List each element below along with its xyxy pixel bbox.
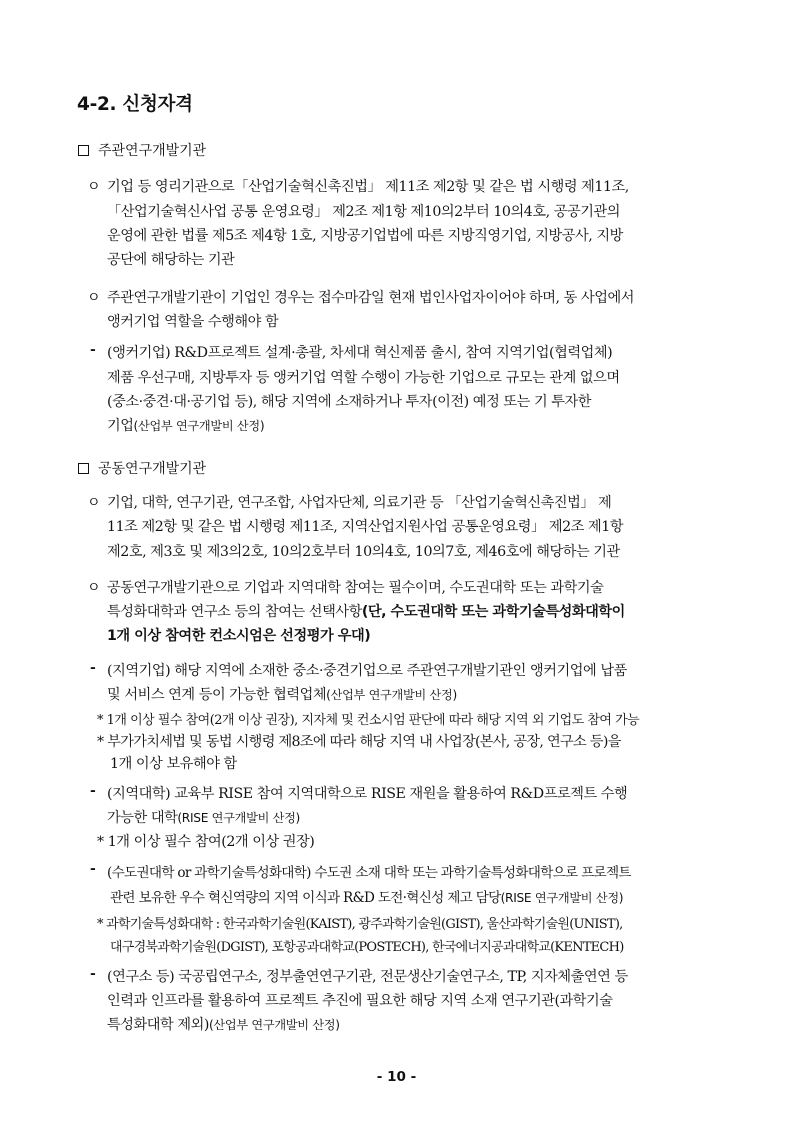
checkbox-square-icon xyxy=(78,463,89,474)
text-emphasis: (단, 수도권대학 또는 과학기술특성화대학이 xyxy=(361,604,625,620)
text-line: (수도권대학 or 과학기술특성화대학) 수도권 소재 대학 또는 과학기술특성화대학으로 프로젝트 xyxy=(107,865,631,881)
text-line xyxy=(107,684,457,704)
text-main: 관련 보유한 우수 혁신역량의 지역 이식과 R&D 도전·혁신성 제고 담당 xyxy=(110,890,501,906)
text-main: 가능한 대학 xyxy=(107,810,178,826)
subsection-heading-text: 공동연구개발기관 xyxy=(98,461,207,477)
footnote-line: * 1개 이상 필수 참여(2개 이상 권장) xyxy=(97,834,315,850)
text-line: (앵커기업) R&D프로젝트 설계·총괄, 차세대 혁신제품 출시, 참여 지역기업(협력업체) xyxy=(107,345,613,361)
text-line xyxy=(107,601,625,621)
footnote-line: 1개 이상 보유해야 함 xyxy=(110,756,237,772)
budget-note: (산업부 연구개발비 산정) xyxy=(133,419,265,433)
bullet-marker: ㅇ xyxy=(87,495,101,511)
text-line xyxy=(107,807,300,827)
dash-marker: - xyxy=(90,966,96,982)
text-line: 운영에 관한 법률 제5조 제4항 1호, 지방공기업법에 따른 지방직영기업, 지방공사, 지방 xyxy=(107,228,623,244)
text-line: (중소·중견·대·공기업 등), 해당 지역에 소재하거나 투자(이전) 예정 또는 기 투자한 xyxy=(107,394,592,410)
text-line: 기업, 대학, 연구기관, 연구조합, 사업자단체, 의료기관 등 「산업기술혁신촉진법」 제 xyxy=(107,495,612,511)
text-line: 제2호, 제3호 및 제3의2호, 10의2호부터 10의4호, 10의7호, 제46호에 해당하는 기관 xyxy=(107,544,620,560)
budget-note: (RISE 연구개발비 산정) xyxy=(177,811,301,825)
text-main: 특성화대학 제외) xyxy=(107,1017,209,1033)
bullet-marker: ㅇ xyxy=(87,580,101,596)
text-line: 11조 제2항 및 같은 법 시행령 제11조, 지역산업지원사업 공통운영요령」 제2조 제1항 xyxy=(107,519,624,535)
text-line xyxy=(110,886,623,906)
text-line: (지역대학) 교육부 RISE 참여 지역대학으로 RISE 재원을 활용하여 R&D프로젝트 수행 xyxy=(107,786,628,802)
dash-marker: - xyxy=(90,660,96,676)
subsection-heading-lead xyxy=(78,140,206,160)
text-line xyxy=(107,415,264,435)
dash-marker: - xyxy=(90,342,96,358)
text-line: 「산업기술혁신사업 공통 운영요령」 제2조 제1항 제10의2부터 10의4호, 공공기관의 xyxy=(107,204,620,220)
dash-marker: - xyxy=(90,783,96,799)
text-line: 주관연구개발기관이 기업인 경우는 접수마감일 현재 법인사업자이어야 하며, 동 사업에서 xyxy=(107,290,634,306)
text-line: 앵커기업 역할을 수행해야 함 xyxy=(107,314,279,330)
text-line: 제품 우선구매, 지방투자 등 앵커기업 역할 수행이 가능한 기업으로 규모는 관계 없으며 xyxy=(107,370,620,386)
page-number: - 10 - xyxy=(376,1069,417,1085)
text-line: (지역기업) 해당 지역에 소재한 중소·중견기업으로 주관연구개발기관인 앵커기업에 납품 xyxy=(107,663,627,679)
subsection-heading-joint xyxy=(78,458,206,478)
footnote-line: * 1개 이상 필수 참여(2개 이상 권장), 지자체 및 컨소시엄 판단에 따라 해당 지역 외 기업도 참여 가능 xyxy=(97,713,640,728)
text-main: 기업 xyxy=(107,418,134,434)
text-main: 특성화대학과 연구소 등의 참여는 선택사항 xyxy=(107,604,362,620)
budget-note: (산업부 연구개발비 산정) xyxy=(326,688,457,702)
text-line: 공동연구개발기관으로 기업과 지역대학 참여는 필수이며, 수도권대학 또는 과학기술 xyxy=(107,580,604,596)
section-title: 4-2. 신청자격 xyxy=(77,94,193,115)
dash-marker: - xyxy=(90,861,96,877)
text-line: 공단에 해당하는 기관 xyxy=(107,252,235,268)
budget-note: (RISE 연구개발비 산정) xyxy=(500,891,624,905)
text-main: 및 서비스 연계 등이 가능한 협력업체 xyxy=(107,687,327,703)
text-line: (연구소 등) 국공립연구소, 정부출연연구기관, 전문생산기술연구소, TP, 지자체출연연 등 xyxy=(107,969,628,985)
text-line: 인력과 인프라를 활용하여 프로젝트 추진에 필요한 해당 지역 소재 연구기관(과학기술 xyxy=(107,993,613,1009)
footnote-line: 대구경북과학기술원(DGIST), 포항공과대학교(POSTECH), 한국에너지공과대학교(KENTECH) xyxy=(110,940,624,955)
text-emphasis: 1개 이상 참여한 컨소시엄은 선정평가 우대) xyxy=(107,628,371,644)
bullet-marker: ㅇ xyxy=(87,290,101,306)
footnote-line: * 부가가치세법 및 동법 시행령 제8조에 따라 해당 지역 내 사업장(본사, 공장, 연구소 등)을 xyxy=(97,734,621,750)
text-line: 기업 등 영리기관으로「산업기술혁신촉진법」 제11조 제2항 및 같은 법 시행령 제11조, xyxy=(107,179,629,195)
text-line xyxy=(107,1014,340,1034)
bullet-marker: ㅇ xyxy=(87,179,101,195)
checkbox-square-icon xyxy=(78,145,89,156)
subsection-heading-text: 주관연구개발기관 xyxy=(98,143,207,159)
footnote-line: * 과학기술특성화대학 : 한국과학기술원(KAIST), 광주과학기술원(GIST), 울산과학기술원(UNIST), xyxy=(97,917,623,932)
budget-note: (산업부 연구개발비 산정) xyxy=(208,1018,340,1032)
